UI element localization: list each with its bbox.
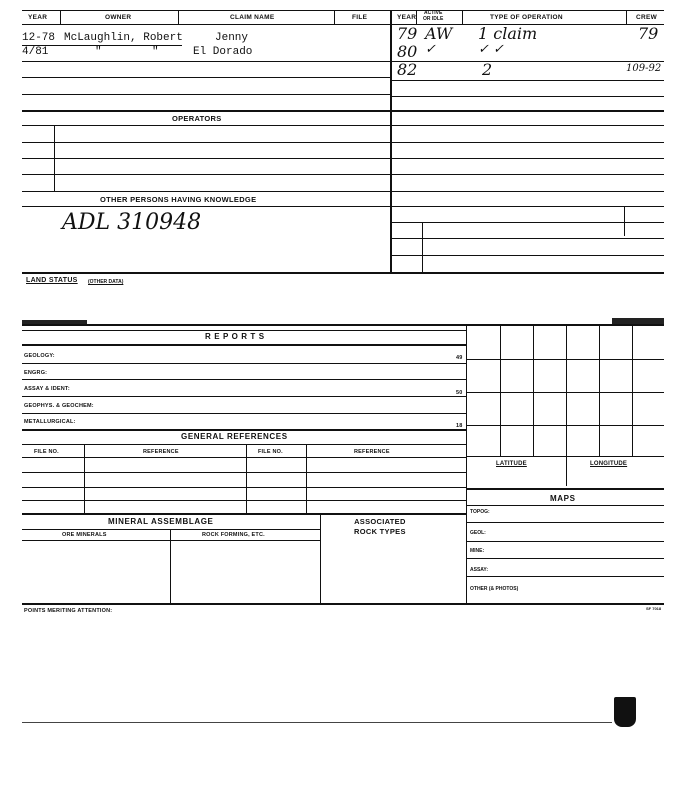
bottom-rule [22, 722, 612, 723]
map-assay: ASSAY: [470, 567, 489, 573]
row1-claim: Jenny [215, 32, 249, 44]
associated-rock-types: ASSOCIATED ROCK TYPES [354, 517, 406, 536]
act-row3-type: 2 [482, 60, 493, 79]
row2-year: 4/81 [22, 46, 49, 58]
active-idle-header: ACTIVE OR IDLE [423, 10, 444, 22]
act-row2-year: 80 [397, 42, 418, 61]
owner-header: OWNER [105, 14, 132, 21]
act-row1-type: 1 claim [478, 24, 538, 43]
report-metallurgical: METALLURGICAL: [24, 419, 76, 425]
act-row2-type: ✓ ✓ [478, 42, 504, 57]
row1-year: 12-78 [22, 32, 56, 44]
row2-owner: " [95, 46, 102, 58]
map-geol: GEOL: [470, 530, 486, 536]
act-row1-crew: 79 [638, 24, 659, 43]
land-status-sub: (OTHER DATA) [88, 279, 124, 285]
year-header: YEAR [28, 14, 48, 21]
report-assay-num: 50 [456, 390, 463, 396]
reports-title: R E P O R T S [205, 332, 265, 341]
act-row1-year: 79 [397, 24, 418, 43]
report-engrg: ENGRG: [24, 370, 48, 376]
ref-reference-1: REFERENCE [143, 449, 179, 455]
type-operation-header: TYPE OF OPERATION [490, 14, 563, 21]
ref-file-no-2: FILE NO. [258, 449, 283, 455]
claim-name-header: CLAIM NAME [230, 14, 275, 21]
report-assay: ASSAY & IDENT: [24, 386, 70, 392]
map-other: OTHER (& PHOTOS) [470, 586, 519, 592]
form-code: SF 7018 [646, 606, 662, 611]
report-geology: GEOLOGY: [24, 353, 55, 359]
act-row1-active: AW [425, 24, 453, 43]
row2-owner-ditto: " [152, 46, 159, 58]
land-status-label: LAND STATUS [26, 277, 78, 284]
maps-title: MAPS [550, 494, 576, 503]
report-metallurgical-num: 18 [456, 423, 463, 429]
act-row3-year: 82 [397, 60, 418, 79]
longitude-label: LONGITUDE [590, 461, 628, 467]
crew-header: CREW [636, 14, 658, 21]
scan-blot [614, 697, 636, 727]
operators-title: OPERATORS [172, 114, 222, 123]
scan-mark-right [612, 318, 664, 324]
mineral-assemblage-title: MINERAL ASSEMBLAGE [108, 517, 214, 526]
points-meriting-attention: POINTS MERITING ATTENTION: [24, 608, 113, 614]
rock-forming-header: ROCK FORMING, ETC. [202, 532, 265, 538]
row1-owner: McLaughlin, Robert [64, 32, 183, 44]
knowledge-handwritten: ADL 310948 [62, 210, 202, 235]
report-geology-num: 49 [456, 355, 463, 361]
latitude-label: LATITUDE [496, 461, 527, 467]
report-geophys: GEOPHYS. & GEOCHEM: [24, 403, 94, 409]
ref-file-no-1: FILE NO. [34, 449, 59, 455]
map-topog: TOPOG: [470, 509, 490, 515]
act-row2-active: ✓ [425, 42, 436, 57]
file-header: FILE [352, 14, 368, 21]
activity-year-header: YEAR [397, 14, 417, 21]
map-mine: MINE: [470, 548, 485, 554]
knowledge-title: OTHER PERSONS HAVING KNOWLEDGE [100, 195, 257, 204]
ref-reference-2: REFERENCE [354, 449, 390, 455]
row2-claim: El Dorado [193, 46, 253, 58]
general-references-title: GENERAL REFERENCES [181, 432, 288, 441]
ore-minerals-header: ORE MINERALS [62, 532, 107, 538]
act-row3-crew: 109-92 [626, 63, 662, 74]
